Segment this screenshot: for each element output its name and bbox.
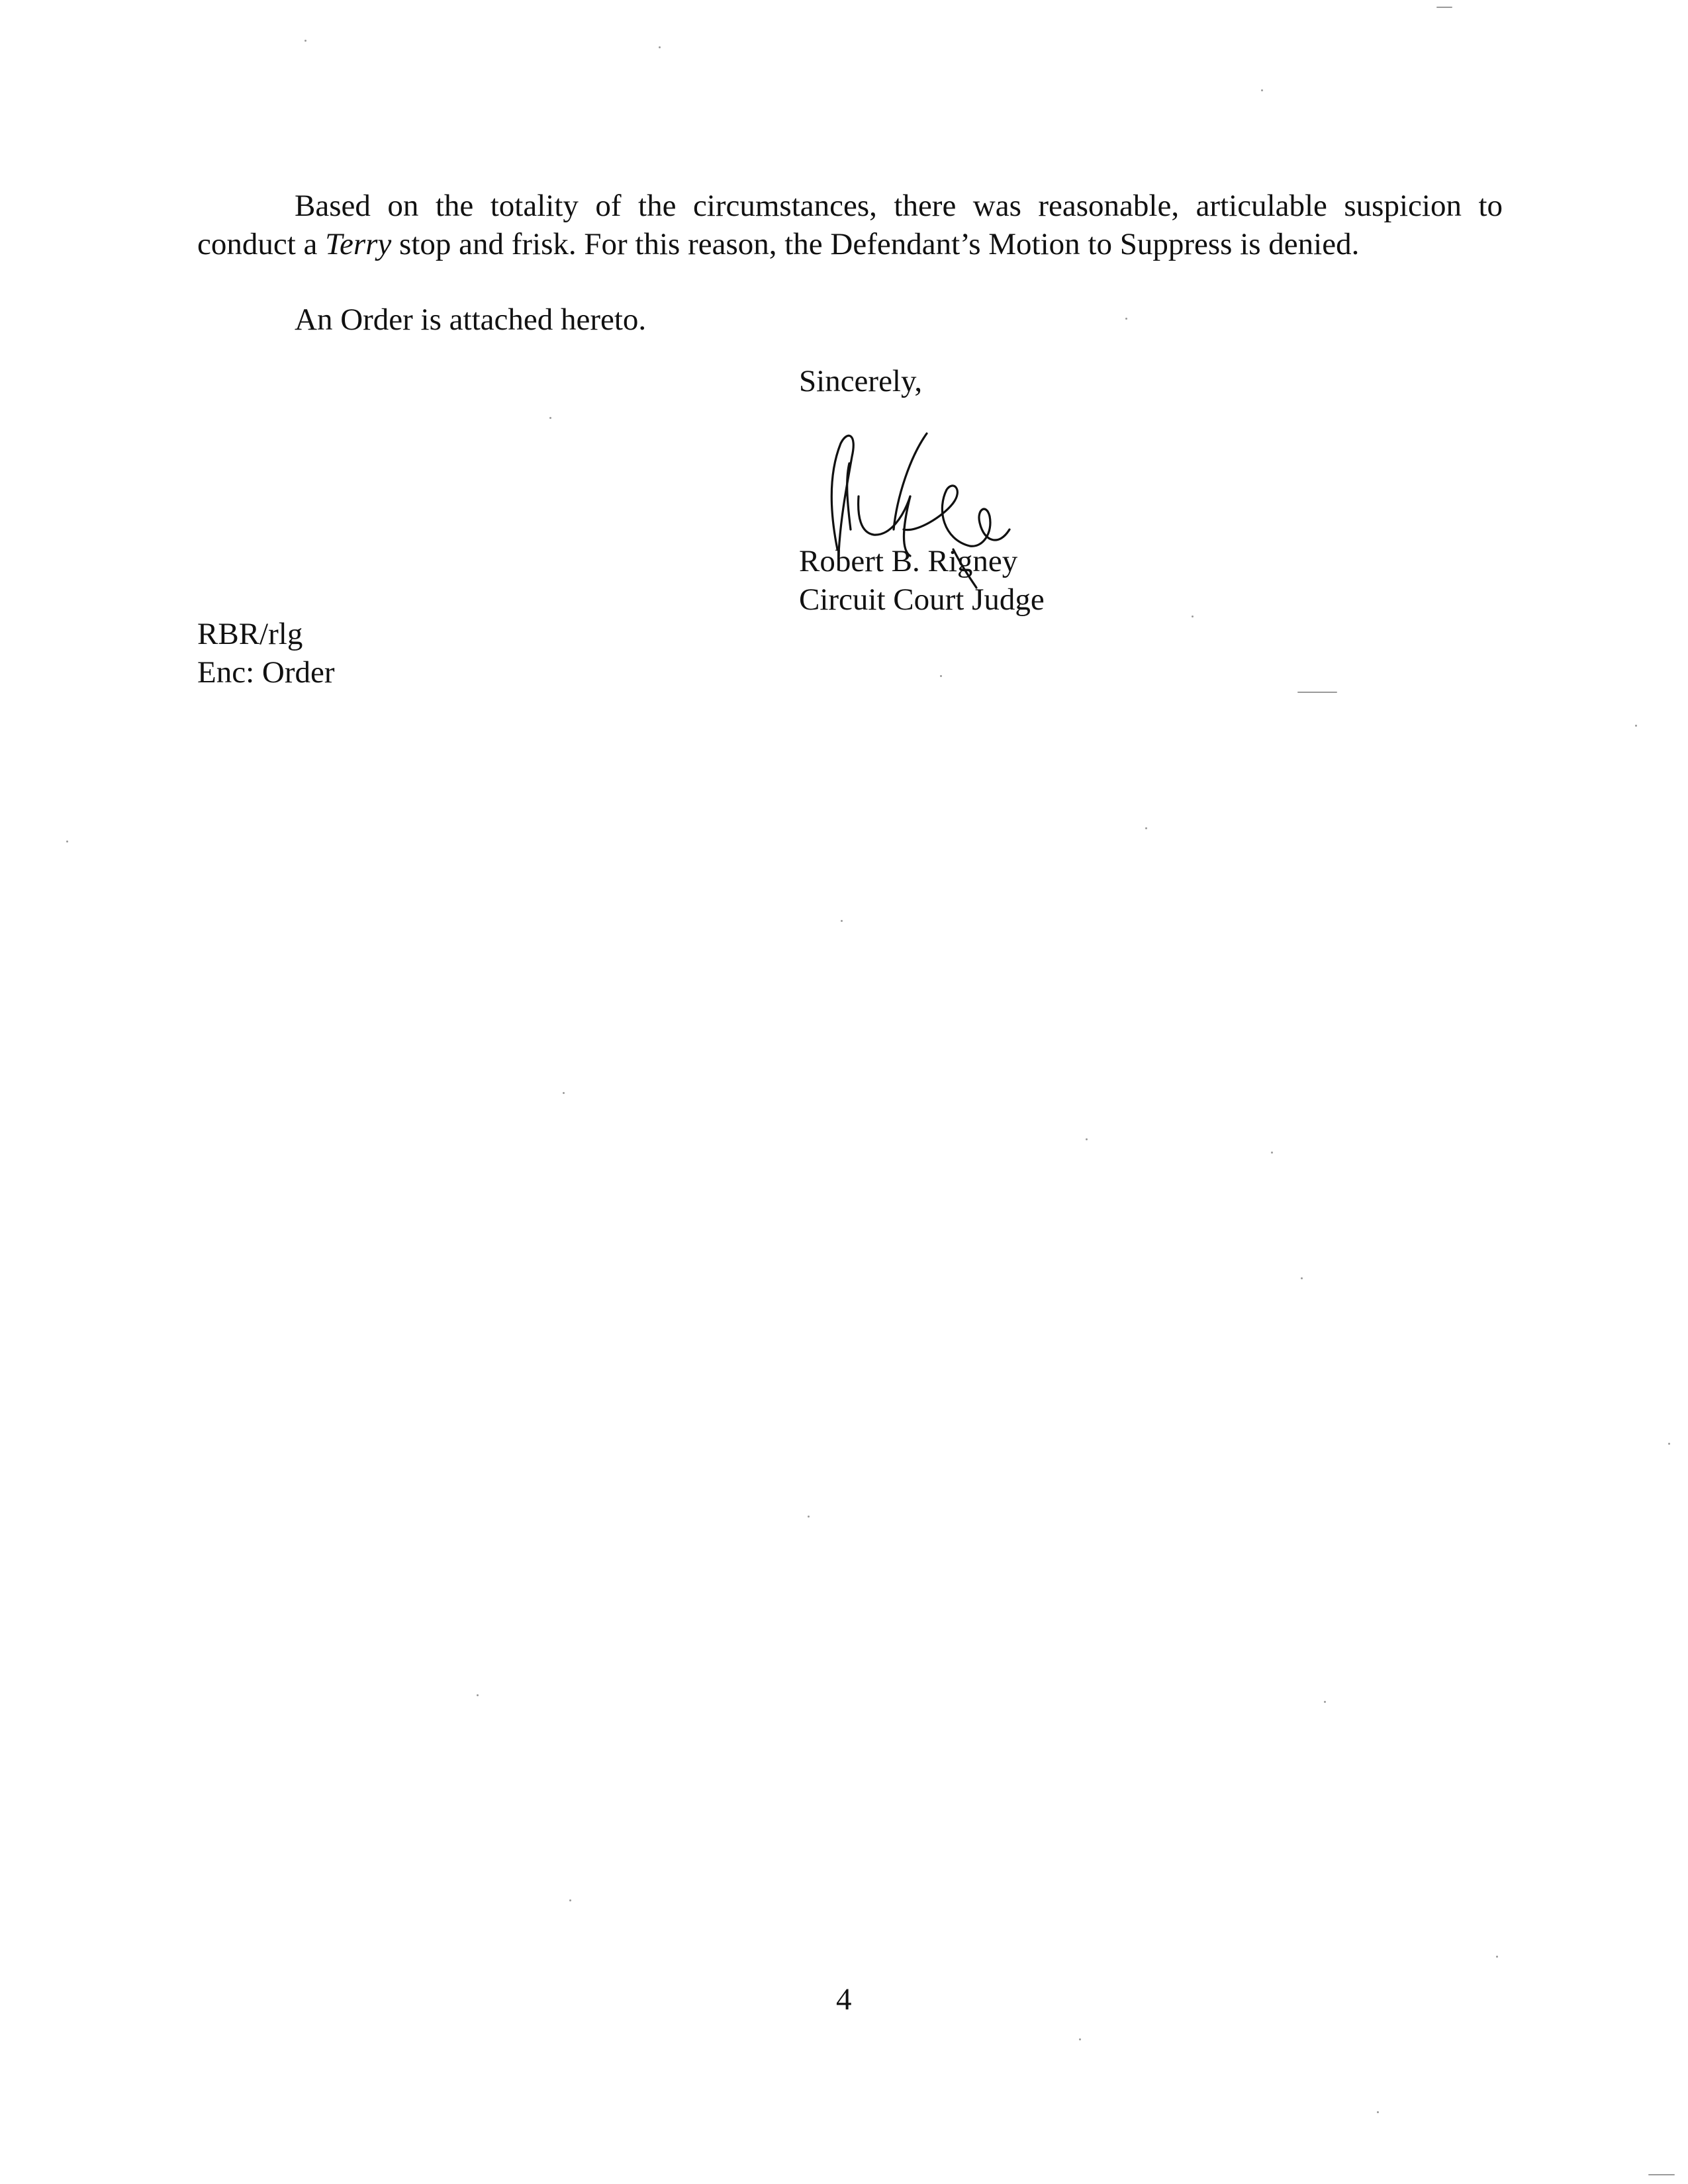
scan-speck bbox=[808, 1516, 810, 1518]
scan-speck bbox=[1261, 89, 1263, 91]
scan-speck bbox=[477, 1694, 479, 1696]
scan-speck bbox=[1086, 1138, 1088, 1140]
scan-speck bbox=[563, 1092, 565, 1094]
enclosure-note: Enc: Order bbox=[197, 655, 335, 690]
scan-speck bbox=[1145, 827, 1147, 829]
paragraph-1-line-1: Based on the totality of the circumstances, there was reasonable, articulable suspicion to bbox=[295, 189, 1503, 223]
scan-speck bbox=[1635, 725, 1637, 727]
signatory-title: Circuit Court Judge bbox=[799, 582, 1045, 617]
scan-speck bbox=[549, 417, 551, 419]
scan-speck bbox=[659, 46, 661, 48]
paragraph-1-line-2-suffix: stop and frisk. For this reason, the Defendant’s Motion to Suppress is denied. bbox=[391, 227, 1360, 261]
page-number: 4 bbox=[836, 1982, 852, 2017]
signatory-name: Robert B. Rigney bbox=[799, 544, 1018, 578]
scan-speck bbox=[1668, 1443, 1670, 1445]
reference-initials: RBR/rlg bbox=[197, 617, 303, 651]
scan-speck bbox=[1324, 1701, 1326, 1703]
paragraph-2: An Order is attached hereto. bbox=[295, 302, 647, 337]
paragraph-1-line-2 bbox=[197, 226, 1503, 263]
scan-speck bbox=[1496, 1956, 1498, 1958]
scan-speck bbox=[305, 40, 306, 42]
scan-speck bbox=[1079, 2038, 1081, 2040]
scan-speck bbox=[1377, 2111, 1379, 2113]
scan-speck bbox=[1297, 692, 1337, 693]
scan-speck bbox=[1301, 1277, 1303, 1279]
scan-speck bbox=[940, 675, 942, 677]
scan-speck bbox=[841, 920, 843, 922]
scan-speck bbox=[1192, 615, 1194, 617]
scan-speck bbox=[569, 1899, 571, 1901]
scan-speck bbox=[1125, 318, 1127, 320]
terry-case-name: Terry bbox=[325, 227, 392, 261]
scan-speck bbox=[1648, 2174, 1675, 2175]
scan-speck bbox=[1436, 7, 1452, 8]
closing-salutation: Sincerely, bbox=[799, 364, 923, 398]
scan-speck bbox=[1271, 1152, 1273, 1154]
scan-speck bbox=[66, 841, 68, 842]
paragraph-1-line-2-prefix: conduct a bbox=[197, 227, 326, 261]
